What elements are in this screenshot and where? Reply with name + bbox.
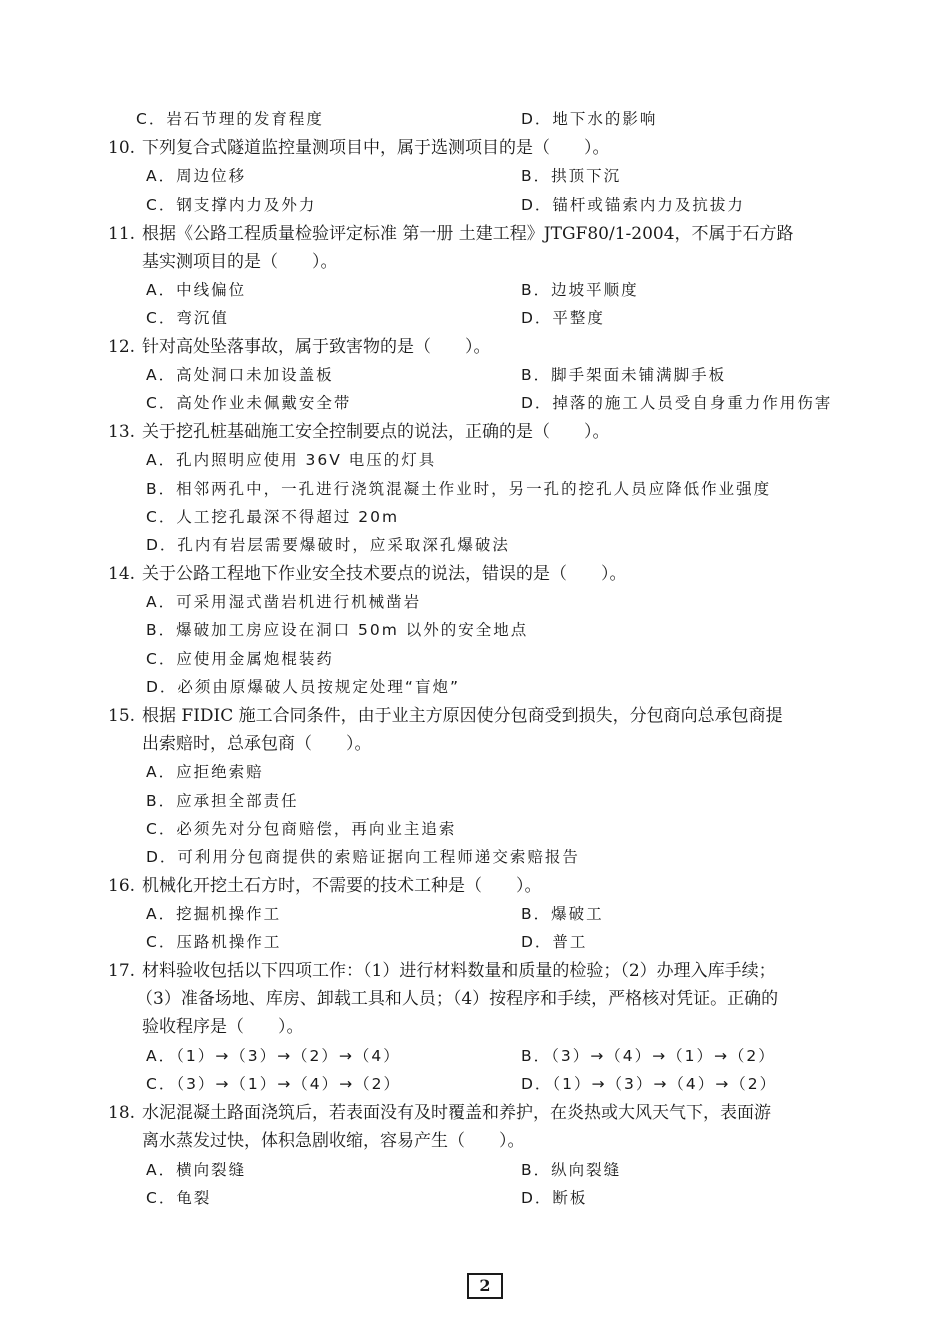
q13-number: 13.	[108, 422, 136, 442]
q14-option-a: A．可采用湿式凿岩机进行机械凿岩	[146, 593, 422, 611]
q17-option-a: A．（1）→（3）→（2）→（4）	[146, 1047, 401, 1065]
q16-option-c: C．压路机操作工	[146, 933, 282, 951]
q12-option-b: B．脚手架面未铺满脚手板	[521, 366, 727, 384]
q11-option-a: A．中线偏位	[146, 281, 247, 299]
q10-text: 下列复合式隧道监控量测项目中，属于选测项目的是（ ）。	[142, 138, 610, 158]
q9-option-d: D．地下水的影响	[521, 110, 658, 128]
q11-text-2: 基实测项目的是（ ）。	[142, 252, 338, 272]
q10-option-c: C．钢支撑内力及外力	[146, 196, 317, 214]
q12-option-c: C．高处作业未佩戴安全带	[146, 394, 352, 412]
q12-text: 针对高处坠落事故，属于致害物的是（ ）。	[142, 337, 491, 357]
q10-option-b: B．拱顶下沉	[521, 167, 622, 185]
q13-stem	[108, 421, 610, 443]
q15-option-a: A．应拒绝索赔	[146, 763, 264, 781]
q17-text-3: 验收程序是（ ）。	[142, 1017, 304, 1037]
q17-option-d: D．（1）→（3）→（4）→（2）	[521, 1075, 778, 1093]
q15-text-2: 出索赔时，总承包商（ ）。	[142, 734, 372, 754]
q13-text: 关于挖孔桩基础施工安全控制要点的说法，正确的是（ ）。	[142, 422, 610, 442]
q17-text-2: （3）准备场地、库房、卸载工具和人员；（4）按程序和手续，严格核对凭证。正确的	[136, 989, 779, 1009]
q11-option-d: D．平整度	[521, 309, 605, 327]
q12-number: 12.	[108, 337, 136, 357]
q12-option-d: D．掉落的施工人员受自身重力作用伤害	[521, 394, 833, 412]
q11-number: 11.	[108, 224, 136, 244]
q14-text: 关于公路工程地下作业安全技术要点的说法，错误的是（ ）。	[142, 564, 627, 584]
q17-option-b: B．（3）→（4）→（1）→（2）	[521, 1047, 776, 1065]
q13-option-a: A．孔内照明应使用 36V 电压的灯具	[146, 451, 437, 469]
q14-stem	[108, 563, 627, 585]
q15-option-b: B．应承担全部责任	[146, 792, 299, 810]
q14-option-c: C．应使用金属炮棍装药	[146, 650, 334, 668]
q14-number: 14.	[108, 564, 136, 584]
q11-stem	[108, 223, 794, 245]
q15-number: 15.	[108, 706, 136, 726]
q10-option-a: A．周边位移	[146, 167, 247, 185]
q14-option-d: D．必须由原爆破人员按规定处理“盲炮”	[146, 678, 460, 696]
q18-stem	[108, 1102, 771, 1124]
q13-option-c: C．人工挖孔最深不得超过 20m	[146, 508, 400, 526]
q9-option-c: C．岩石节理的发育程度	[136, 110, 324, 128]
q18-option-c: C．龟裂	[146, 1189, 212, 1207]
q10-number: 10.	[108, 138, 136, 158]
page-number: 2	[467, 1273, 503, 1299]
q18-number: 18.	[108, 1103, 136, 1123]
q16-option-d: D．普工	[521, 933, 588, 951]
q16-option-b: B．爆破工	[521, 905, 604, 923]
q13-option-d: D．孔内有岩层需要爆破时，应采取深孔爆破法	[146, 536, 510, 554]
q11-option-c: C．弯沉值	[146, 309, 229, 327]
q11-option-b: B．边坡平顺度	[521, 281, 639, 299]
q15-stem	[108, 705, 783, 727]
q15-option-c: C．必须先对分包商赔偿，再向业主追索	[146, 820, 457, 838]
q17-number: 17.	[108, 961, 136, 981]
q18-text-1: 水泥混凝土路面浇筑后，若表面没有及时覆盖和养护，在炎热或大风天气下，表面游	[142, 1103, 771, 1123]
q17-option-c: C．（3）→（1）→（4）→（2）	[146, 1075, 401, 1093]
q17-stem	[108, 960, 776, 982]
q10-option-d: D．锚杆或锚索内力及抗拔力	[521, 196, 745, 214]
q16-stem	[108, 875, 542, 897]
q14-option-b: B．爆破加工房应设在洞口 50m 以外的安全地点	[146, 621, 529, 639]
q16-option-a: A．挖掘机操作工	[146, 905, 282, 923]
q18-option-a: A．横向裂缝	[146, 1161, 247, 1179]
q15-text-1: 根据 FIDIC 施工合同条件，由于业主方原因使分包商受到损失，分包商向总承包商提	[142, 706, 783, 726]
q12-option-a: A．高处洞口未加设盖板	[146, 366, 334, 384]
q18-option-b: B．纵向裂缝	[521, 1161, 622, 1179]
q17-text-1: 材料验收包括以下四项工作：（1）进行材料数量和质量的检验；（2）办理入库手续；	[142, 961, 776, 981]
q13-option-b: B．相邻两孔中，一孔进行浇筑混凝土作业时，另一孔的挖孔人员应降低作业强度	[146, 480, 772, 498]
q18-text-2: 离水蒸发过快，体积急剧收缩，容易产生（ ）。	[142, 1131, 525, 1151]
q15-option-d: D．可利用分包商提供的索赔证据向工程师递交索赔报告	[146, 848, 580, 866]
q16-text: 机械化开挖土石方时，不需要的技术工种是（ ）。	[142, 876, 542, 896]
q12-stem	[108, 336, 491, 358]
q11-text-1: 根据《公路工程质量检验评定标准 第一册 土建工程》JTGF80/1-2004，不属于石方路	[142, 224, 794, 244]
q16-number: 16.	[108, 876, 136, 896]
q10-stem	[108, 137, 610, 159]
q18-option-d: D．断板	[521, 1189, 588, 1207]
